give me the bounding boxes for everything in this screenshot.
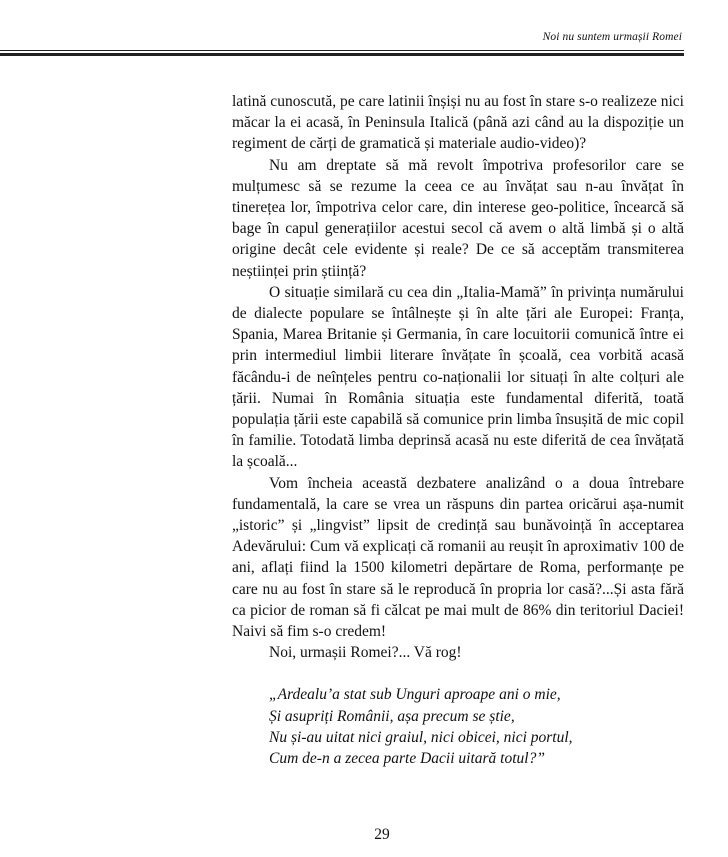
poem-quote — [232, 684, 684, 769]
poem-line: Și asupriți Românii, așa precum se știe, — [269, 707, 515, 725]
paragraph: Noi, urmașii Romei?... Vă rog! — [269, 644, 462, 662]
header-rule-thick — [0, 53, 684, 56]
page-number: 29 — [374, 826, 390, 843]
paragraph-continuation: latină cunoscută, pe care latinii înșiși nu au fost în stare s-o realizeze nici măcar la ei acasă, în Peninsula Italică (până azi când au la dispoziție un regiment de cărți de gramatică și materiale audio-video)? — [232, 93, 684, 153]
paragraph: Vom încheia această dezbatere analizând o a doua întrebare fundamentală, la care se vrea un răspuns din partea oricărui așa-numit „istoric” și „lingvist” lipsit de credință sau bunăvoință în acceptarea Adevărului: Cum vă explicați că romanii au reușit în aproximativ 100 de ani, aflați fiind la 1500 kilometri depărtare de Roma, performanțe pe care nu au fost în stare să le reproducă în propria lor casă?...Și asta fără ca picior de roman să fi călcat pe mai mult de 86% din teritoriul Daciei! Naivi să fim s-o credem! — [232, 474, 684, 641]
body-text — [232, 91, 684, 769]
poem-line: Cum de-n a zecea parte Dacii uitară totul?” — [269, 750, 545, 768]
paragraph: Nu am dreptate să mă revolt împotriva profesorilor care se mulțumesc să se rezume la ceea ce au învățat sau n-au învățat în tinerețea lor, împotriva celor care, din interese geo-politice, încearcă să bage în capul generațiilor acestui secol că avem o altă limbă și o altă origine decât cele evidente și reale? De ce să acceptăm transmiterea neștiinței prin știință? — [232, 156, 684, 280]
paragraph: O situație similară cu cea din „Italia-Mamă” în privința numărului de dialecte populare se întâlnește și în alte țări ale Europei: Franța, Spania, Marea Britanie și Germania, în care locuitorii comunică între ei prin intermediul limbii literare învățate în școală, cea vorbită acasă făcându-i de neînțeles pentru co-naționalii lor situați în alte colțuri ale țării. Numai în România situația este fundamental diferită, toată populația țării este capabilă să comunice prin limba însușită de mic copil în familie. Totodată limba deprinsă acasă nu este diferită de cea învățată la școală... — [232, 283, 684, 471]
poem-line: „Ardealu’a stat sub Unguri aproape ani o mie, — [269, 686, 561, 704]
running-header: Noi nu suntem urmașii Romei — [542, 31, 682, 43]
poem-line: Nu și-au uitat nici graiul, nici obicei, nici portul, — [269, 728, 573, 746]
header-rule-thin — [0, 50, 684, 51]
